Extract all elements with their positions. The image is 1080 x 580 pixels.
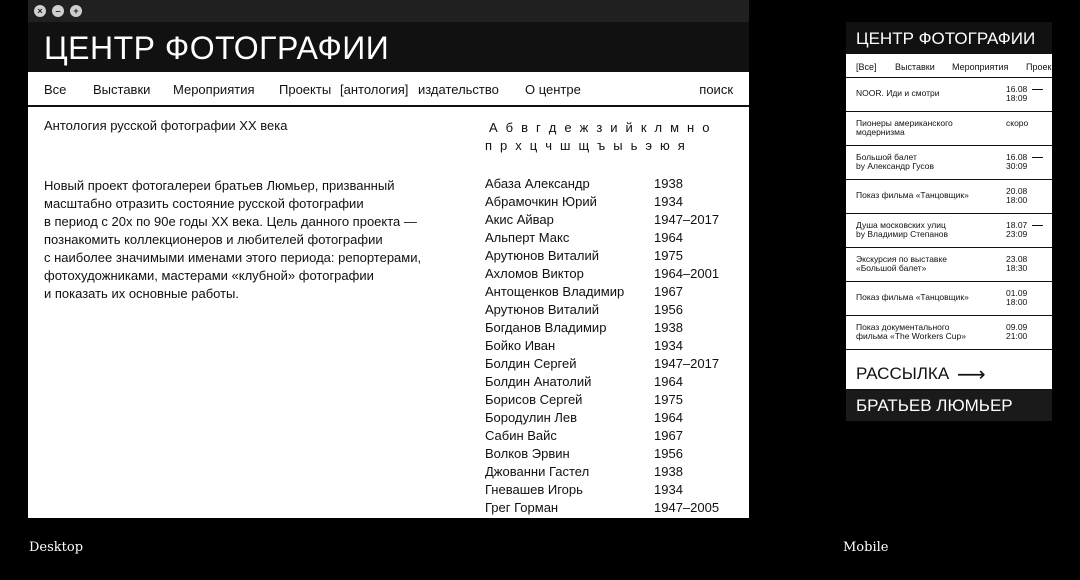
photographer-years: 1947–2017 [654, 212, 720, 227]
alphabet-letter[interactable]: э [645, 138, 653, 153]
event-date: 16.08 30:09 [1006, 152, 1028, 171]
photographer-row[interactable] [485, 410, 745, 428]
event-date: 18.07 23:09 [1006, 220, 1028, 239]
photographer-name[interactable]: Волков Эрвин [485, 446, 570, 461]
date-range-dash [1032, 157, 1043, 158]
search-link[interactable]: поиск [699, 82, 733, 97]
event-date: 16.08 18:09 [1006, 84, 1028, 103]
photographer-years: 1934 [654, 482, 683, 497]
description-line: фотохудожниками, мастерами «клубной» фотографии [44, 268, 374, 283]
nav-item-about[interactable]: О центре [525, 82, 581, 97]
alphabet-letter[interactable]: н [687, 120, 695, 135]
nav-item-publishing[interactable]: издательство [418, 82, 499, 97]
photographer-name[interactable]: Гневашев Игорь [485, 482, 583, 497]
alphabet-letter[interactable]: ь [630, 138, 638, 153]
photographer-name[interactable]: Болдин Анатолий [485, 374, 592, 389]
mobile-screen [846, 22, 1052, 421]
alphabet-letter[interactable]: х [515, 138, 522, 153]
photographer-row[interactable] [485, 374, 745, 392]
mobile-nav-item-exhibitions[interactable]: Выставки [895, 62, 935, 72]
photographer-name[interactable]: Джованни Гастел [485, 464, 590, 479]
photographer-row[interactable] [485, 266, 745, 284]
event-item[interactable] [846, 214, 1052, 248]
window-titlebar [28, 0, 749, 22]
event-title: Большой балет by Александр Гусов [856, 152, 935, 171]
alphabet-letter[interactable]: в [521, 120, 529, 135]
event-title: Пионеры американского модернизма [856, 118, 953, 137]
photographer-years: 1938 [654, 320, 683, 335]
alphabet-letter[interactable]: о [702, 120, 710, 135]
close-icon[interactable]: × [34, 5, 46, 17]
mobile-caption: Mobile [843, 540, 889, 555]
site-title[interactable]: ЦЕНТР ФОТОГРАФИИ [44, 30, 390, 66]
photographer-row[interactable] [485, 392, 745, 410]
photographer-name[interactable]: Антощенков Владимир [485, 284, 625, 299]
photographer-list [485, 176, 745, 518]
event-title: Показ фильма «Танцовщик» [856, 292, 969, 302]
photographer-years: 1975 [654, 248, 683, 263]
photographer-name[interactable]: Борисов Сергей [485, 392, 583, 407]
event-item[interactable] [846, 248, 1052, 282]
description-line: масштабно отразить состояние русской фотографии [44, 196, 364, 211]
alphabet-letter[interactable]: е [564, 120, 572, 135]
date-range-dash [1032, 89, 1043, 90]
maximize-icon[interactable]: + [70, 5, 82, 17]
photographer-name[interactable]: Альперт Макс [485, 230, 570, 245]
alphabet-letter[interactable]: ы [613, 138, 623, 153]
project-description [44, 177, 464, 303]
nav-item-projects[interactable]: Проекты [279, 82, 332, 97]
mobile-footer-label: БРАТЬЕВ ЛЮМЬЕР [856, 396, 1013, 415]
photographer-years: 1964 [654, 230, 683, 245]
alphabet-letter[interactable]: й [625, 120, 633, 135]
alphabet-letter[interactable]: ю [660, 138, 670, 153]
photographer-years: 1975 [654, 392, 683, 407]
mobile-nav-item-all[interactable]: [Все] [856, 62, 877, 72]
photographer-name[interactable]: Арутюнов Виталий [485, 248, 599, 263]
event-item[interactable] [846, 112, 1052, 146]
mobile-header [846, 22, 1052, 54]
alphabet-letter[interactable]: и [610, 120, 618, 135]
photographer-name[interactable]: Абаза Александр [485, 176, 590, 191]
alphabet-letter[interactable]: ч [545, 138, 553, 153]
event-date: 01.09 18:00 [1006, 288, 1028, 307]
photographer-row[interactable] [485, 500, 745, 518]
photographer-row[interactable] [485, 446, 745, 464]
nav-item-all[interactable]: Все [44, 82, 67, 97]
event-title: NOOR. Иди и смотри [856, 88, 940, 98]
photographer-row[interactable] [485, 338, 745, 356]
photographer-row[interactable] [485, 248, 745, 266]
photographer-years: 1938 [654, 176, 683, 191]
description-line: и показать их основные работы. [44, 286, 239, 301]
alphabet-letter[interactable]: б [505, 120, 514, 135]
mobile-nav-item-projects[interactable]: Проек [1026, 62, 1052, 72]
description-line: в период с 20х по 90е годы XX века. Цель данного проекта — [44, 214, 417, 229]
photographer-row[interactable] [485, 464, 745, 482]
photographer-name[interactable]: Болдин Сергей [485, 356, 577, 371]
nav-item-exhibitions[interactable]: Выставки [93, 82, 151, 97]
photographer-row[interactable] [485, 320, 745, 338]
nav-item-anthology[interactable]: [антология] [340, 82, 409, 97]
nav-item-events[interactable]: Мероприятия [173, 82, 255, 97]
event-title: Показ фильма «Танцовщик» [856, 190, 969, 200]
photographer-years: 1947–2017 [654, 356, 720, 371]
newsletter-link[interactable] [846, 356, 1052, 390]
desktop-window [28, 0, 749, 518]
photographer-years: 1934 [654, 338, 683, 353]
alphabet-letter[interactable]: ц [529, 138, 538, 153]
alphabet-letter[interactable]: д [548, 120, 557, 135]
photographer-name[interactable]: Ахломов Виктор [485, 266, 584, 281]
mobile-event-list [846, 78, 1052, 350]
date-range-dash [1032, 225, 1043, 226]
photographer-years: 1964 [654, 410, 683, 425]
event-item[interactable] [846, 180, 1052, 214]
photographer-name[interactable]: Бойко Иван [485, 338, 556, 353]
alphabet-letter[interactable]: л [654, 120, 663, 135]
photographer-row[interactable] [485, 194, 745, 212]
photographer-row[interactable] [485, 176, 745, 194]
site-header [28, 22, 749, 72]
description-line: познакомить коллекционеров и любителей фотографии [44, 232, 383, 247]
photographer-years: 1956 [654, 302, 683, 317]
photographer-name[interactable]: Богданов Владимир [485, 320, 607, 335]
alphabet-letter[interactable]: А [489, 120, 498, 135]
photographer-name[interactable]: Сабин Вайс [485, 428, 557, 443]
mobile-site-title[interactable]: ЦЕНТР ФОТОГРАФИИ [856, 29, 1036, 48]
photographer-years: 1967 [654, 284, 683, 299]
alphabet-letter[interactable]: п [485, 138, 493, 153]
photographer-years: 1964 [654, 374, 683, 389]
photographer-years: 1947–2005 [654, 500, 720, 515]
mobile-nav-item-events[interactable]: Мероприятия [952, 62, 1009, 72]
alphabet-letter[interactable]: з [596, 120, 603, 135]
photographer-name[interactable]: Арутюнов Виталий [485, 302, 599, 317]
event-item[interactable] [846, 78, 1052, 112]
alphabet-letter[interactable]: я [677, 138, 685, 153]
alphabet-letter[interactable]: ъ [597, 138, 606, 153]
photographer-years: 1967 [654, 428, 683, 443]
event-item[interactable] [846, 146, 1052, 180]
event-date: 20.08 18:00 [1006, 186, 1028, 205]
photographer-years: 1934 [654, 194, 683, 209]
photographer-row[interactable] [485, 284, 745, 302]
alphabet-letter[interactable]: ш [560, 138, 571, 153]
photographer-row[interactable] [485, 428, 745, 446]
event-title: Душа московских улиц by Владимир Степанов [856, 220, 949, 239]
alphabet-letter[interactable]: м [670, 120, 680, 135]
photographer-row[interactable] [485, 302, 745, 320]
mobile-nav [846, 54, 1052, 78]
photographer-name[interactable]: Акис Айвар [485, 212, 554, 227]
event-date: 23.08 18:30 [1006, 254, 1028, 273]
photographer-name[interactable]: Бородулин Лев [485, 410, 578, 425]
event-item[interactable] [846, 316, 1052, 350]
photographer-years: 1964–2001 [654, 266, 720, 281]
alphabet-letter[interactable]: ж [579, 120, 589, 135]
alphabet-row [485, 137, 745, 155]
alphabet-letter[interactable]: щ [578, 138, 590, 153]
event-date: 09.09 21:00 [1006, 322, 1028, 341]
minimize-icon[interactable]: – [52, 5, 64, 17]
event-title: Экскурсия по выставке «Большой балет» [856, 254, 947, 273]
alphabet-letter[interactable]: р [500, 138, 508, 153]
alphabet-letter[interactable]: г [536, 120, 541, 135]
arrow-right-icon: ⟶ [957, 364, 986, 386]
section-title: Антология русской фотографии XX века [44, 118, 288, 133]
description-line: Новый проект фотогалереи братьев Люмьер, призванный [44, 178, 395, 193]
photographer-years: 1938 [654, 464, 683, 479]
newsletter-label: РАССЫЛКА [856, 364, 950, 383]
main-nav [28, 72, 749, 107]
alphabet-row [485, 119, 745, 137]
event-title: Показ документального фильма «The Workers Cup» [856, 322, 966, 341]
description-line: с наиболее значимыми именами этого периода: репортерами, [44, 250, 422, 265]
photographer-name[interactable]: Абрамочкин Юрий [485, 194, 597, 209]
mobile-footer [846, 390, 1052, 421]
photographer-row[interactable] [485, 230, 745, 248]
photographer-years: 1956 [654, 446, 683, 461]
photographer-row[interactable] [485, 356, 745, 374]
photographer-row[interactable] [485, 212, 745, 230]
event-item[interactable] [846, 282, 1052, 316]
alphabet-index [485, 119, 745, 155]
photographer-name[interactable]: Грег Горман [485, 500, 559, 515]
desktop-caption: Desktop [29, 540, 84, 555]
event-date: скоро [1006, 118, 1029, 128]
photographer-row[interactable] [485, 482, 745, 500]
alphabet-letter[interactable]: к [640, 120, 647, 135]
